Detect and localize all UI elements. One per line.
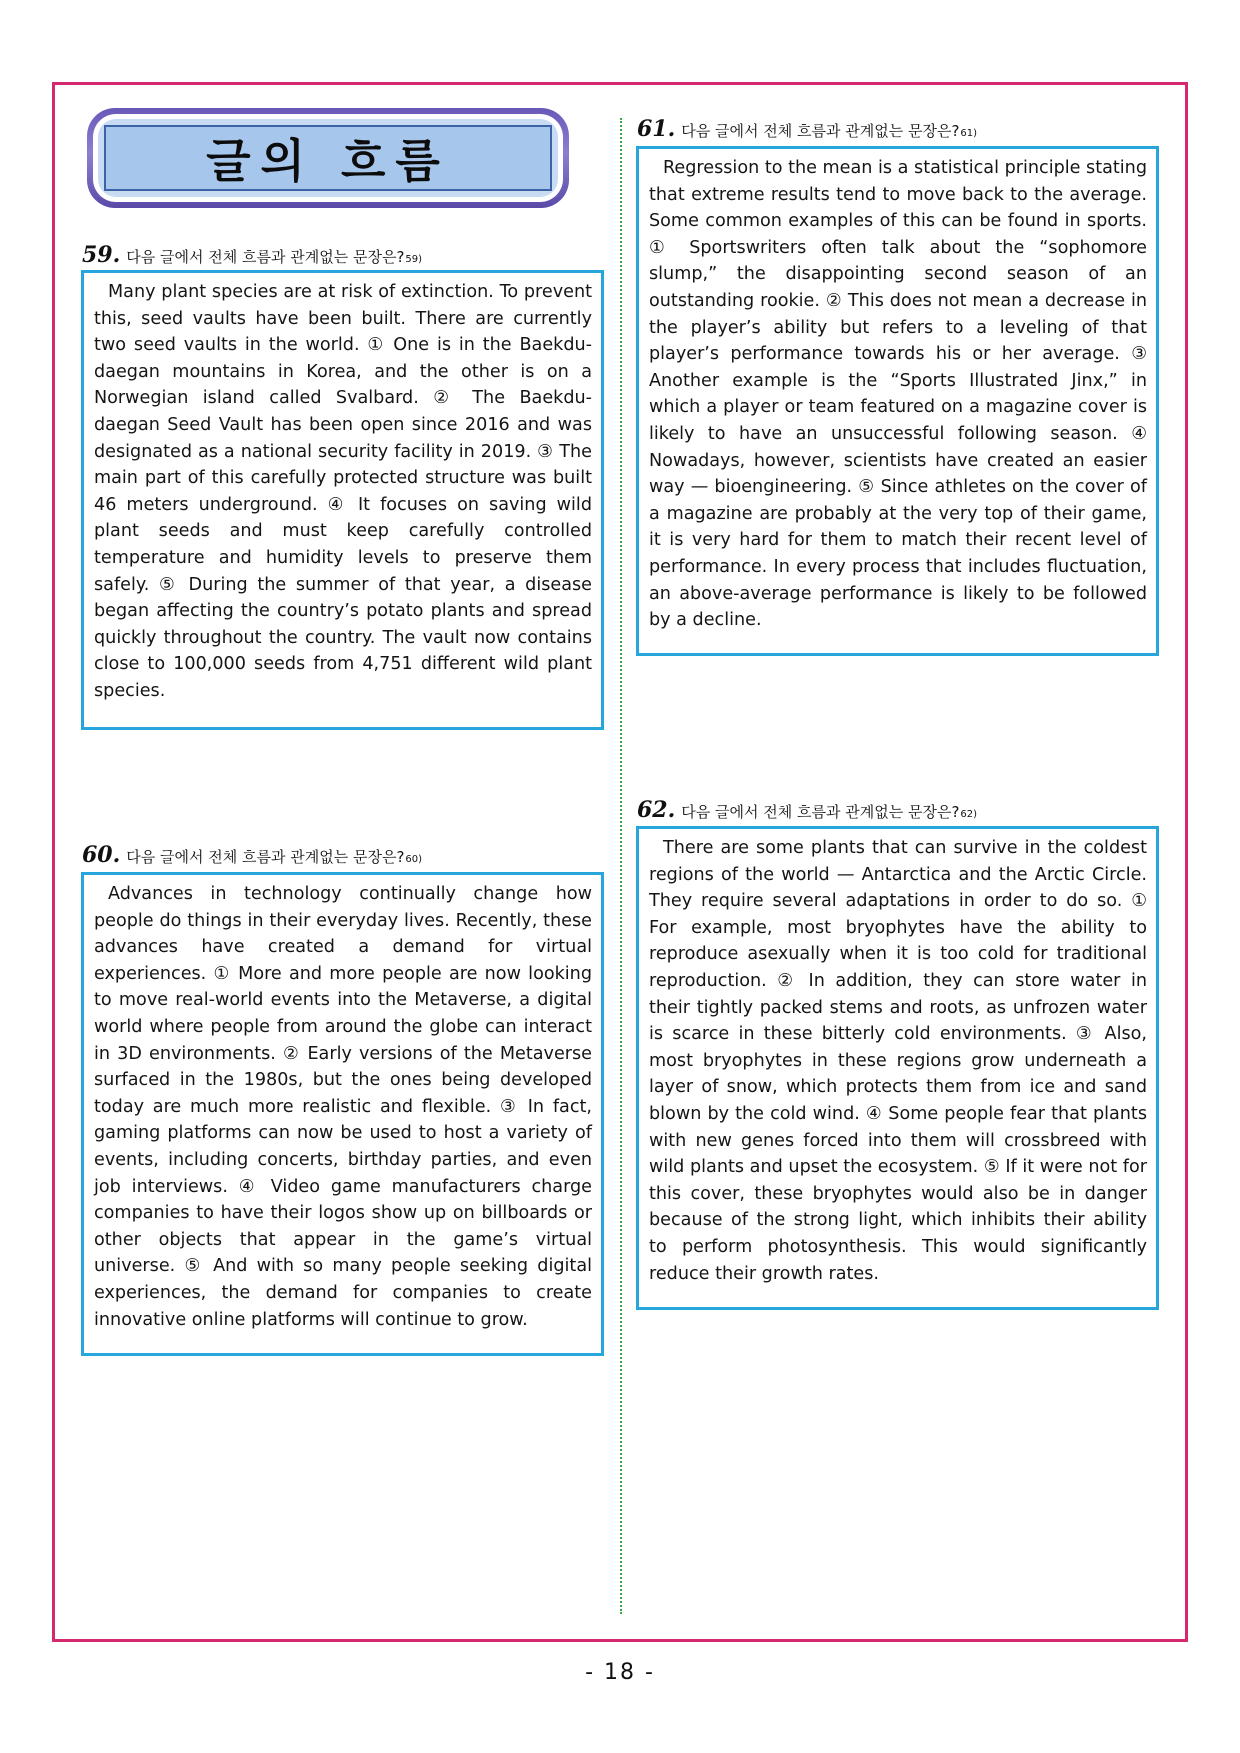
question-number: 61. (637, 116, 676, 142)
question-prompt: 다음 글에서 전체 흐름과 관계없는 문장은? (126, 248, 405, 266)
question-prompt: 다음 글에서 전체 흐름과 관계없는 문장은? (681, 803, 960, 821)
page-number: - 18 - (585, 1660, 655, 1685)
question-60-header (82, 842, 422, 868)
question-prompt: 다음 글에서 전체 흐름과 관계없는 문장은? (126, 848, 405, 866)
title-badge-ring (93, 114, 563, 202)
column-divider (620, 118, 622, 1614)
question-62-passage: There are some plants that can survive in the coldest regions of the world — Antarctica and the Arctic Circle. They require several adaptations in order to do so. ① For example, most bryophytes have the ability to reproduce asexually when it is too cold for traditional reproduction. ② In addition, they can store water in their tightly packed stems and roots, as unfrozen water is scarce in these bitterly cold environments. ③ Also, most bryophytes in these regions grow underneath a layer of snow, which protects them from ice and sand blown by the cold wind. ④ Some people fear that plants with new genes forced into them will crossbreed with wild plants and upset the ecosystem. ⑤ If it were not for this cover, these bryophytes would also be in danger because of the strong light, which inhibits their ability to perform photosynthesis. This would significantly reduce their growth rates. (636, 826, 1159, 1310)
title-badge-inner (98, 119, 558, 197)
question-number: 62. (637, 797, 676, 823)
section-title-badge (87, 108, 569, 208)
question-59-header (82, 242, 422, 268)
question-61-header (637, 116, 977, 142)
question-number: 59. (82, 242, 121, 268)
title-badge-core (104, 125, 552, 191)
section-title: 글의 흐름 (206, 134, 450, 188)
question-footnote: 61) (960, 128, 978, 139)
question-number: 60. (82, 842, 121, 868)
question-prompt: 다음 글에서 전체 흐름과 관계없는 문장은? (681, 122, 960, 140)
question-62-header (637, 797, 977, 823)
question-footnote: 59) (405, 254, 423, 265)
question-61-passage: Regression to the mean is a statistical principle stating that extreme results tend to move back to the average. Some common examples of this can be found in sports. ① Sportswriters often talk about the “sophomore slump,” the disappointing second season of an outstanding rookie. ② This does not mean a decrease in the player’s ability but refers to a leveling of that player’s performance towards his or her average. ③ Another example is the “Sports Illustrated Jinx,” in which a player or team featured on a magazine cover is likely to have an unsuccessful following season. ④ Nowadays, however, scientists have created an easier way — bioengineering. ⑤ Since athletes on the cover of a magazine are probably at the very top of their game, it is very hard for them to match their recent level of performance. In every process that includes fluctuation, an above-average performance is likely to be followed by a decline. (636, 146, 1159, 656)
question-60-passage: Advances in technology continually change how people do things in their everyday lives. Recently, these advances have created a demand for virtual experiences. ① More and more people are now looking to move real-world events into the Metaverse, a digital world where people from around the globe can interact in 3D environments. ② Early versions of the Metaverse surfaced in the 1980s, but the ones being developed today are much more realistic and flexible. ③ In fact, gaming platforms can now be used to host a variety of events, including concerts, birthday parties, and even job interviews. ④ Video game manufacturers charge companies to have their logos show up on billboards or other objects that appear in the game’s virtual universe. ⑤ And with so many people seeking digital experiences, the demand for companies to create innovative online platforms will continue to grow. (81, 872, 604, 1356)
question-footnote: 60) (405, 854, 423, 865)
question-59-passage: Many plant species are at risk of extinction. To prevent this, seed vaults have been built. There are currently two seed vaults in the world. ① One is in the Baekdu-daegan mountains in Korea, and the other is on a Norwegian island called Svalbard. ② The Baekdu-daegan Seed Vault has been open since 2016 and was designated as a national security facility in 2019. ③ The main part of this carefully protected structure was built 46 meters underground. ④ It focuses on saving wild plant seeds and must keep carefully controlled temperature and humidity levels to preserve them safely. ⑤ During the summer of that year, a disease began affecting the country’s potato plants and spread quickly throughout the country. The vault now contains close to 100,000 seeds from 4,751 different wild plant species. (81, 270, 604, 730)
question-footnote: 62) (960, 809, 978, 820)
